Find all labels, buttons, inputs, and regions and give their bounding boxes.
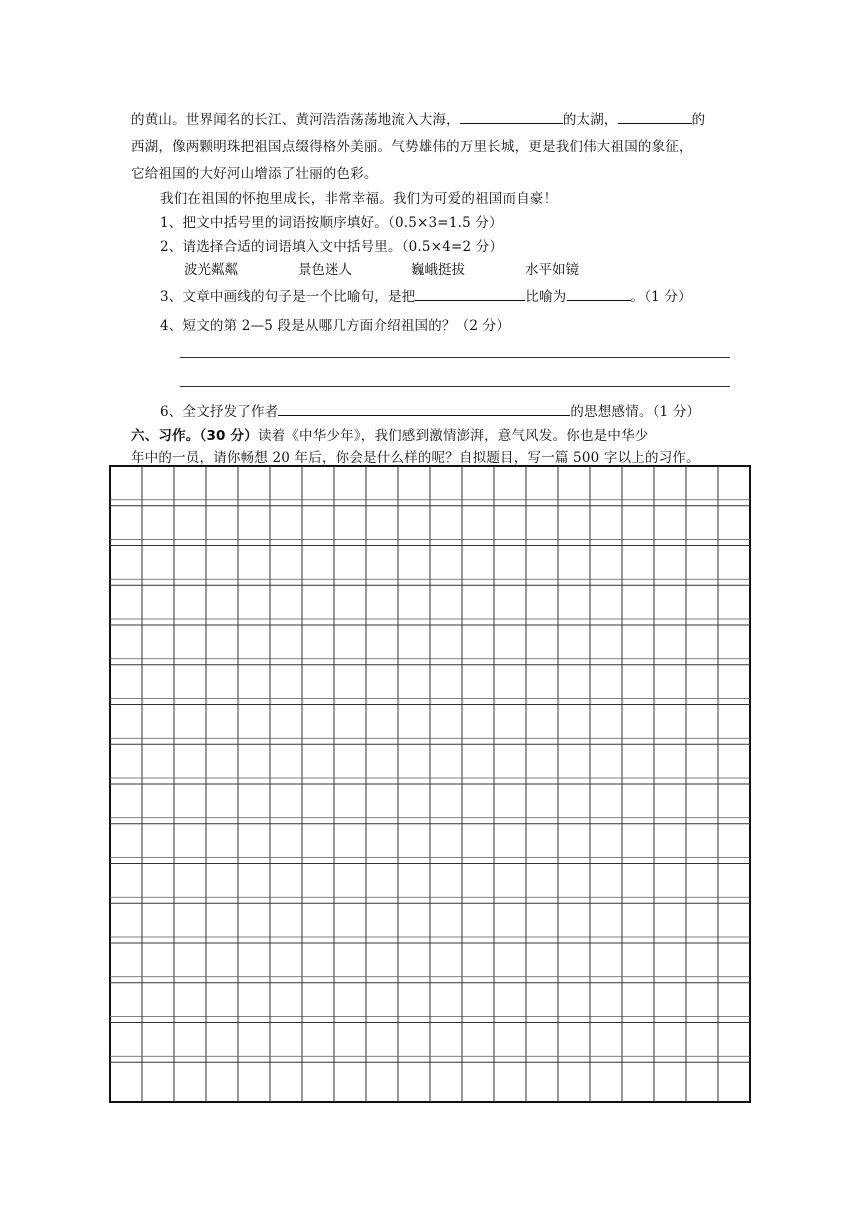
section-six-line-1	[131, 424, 729, 444]
fill-blank-3[interactable]	[415, 286, 525, 301]
section-six-points: （30 分）	[199, 428, 258, 444]
passage-line-3: 它给祖国的大好河山增添了壮丽的色彩。	[131, 166, 378, 182]
fill-blank-1[interactable]	[460, 109, 563, 124]
question-2: 2、请选择合适的词语填入文中括号里。（0.5×4=2 分）	[160, 239, 504, 255]
word-option: 水平如镜	[525, 262, 579, 278]
answer-line-1[interactable]	[180, 357, 730, 358]
section-six-line-2: 年中的一员，请你畅想 20 年后，你会是什么样的呢？自拟题目，写一篇 500 字以上的习作。	[131, 450, 700, 466]
question-4: 4、短文的第 2—5 段是从哪几方面介绍祖国的？（2 分）	[160, 318, 511, 334]
answer-line-2[interactable]	[180, 386, 730, 387]
fill-blank-5[interactable]	[278, 401, 570, 416]
passage-line-2: 西湖，像两颗明珠把祖国点缀得格外美丽。气势雄伟的万里长城，更是我们伟大祖国的象征，	[131, 139, 693, 155]
question-3: 3、文章中画线的句子是一个比喻句，是把 比喻为 。（1 分）	[160, 285, 758, 305]
fill-blank-4[interactable]	[567, 286, 631, 301]
passage-line-4: 我们在祖国的怀抱里成长，非常幸福。我们为可爱的祖国而自豪！	[160, 191, 558, 207]
fill-blank-2[interactable]	[618, 109, 692, 124]
section-six-heading: 六、习作。	[131, 428, 200, 444]
section-six-prompt: 读着《中华少年》，我们感到激情澎湃，意气风发。你也是中华少	[257, 428, 649, 444]
word-option: 巍峨挺拔	[411, 262, 465, 278]
question-6: 6、全文抒发了作者 的思想感情。（1 分）	[160, 400, 758, 420]
passage-line-1: 的黄山。世界闻名的长江、黄河浩浩荡荡地流入大海， 的太湖， 的	[131, 108, 729, 128]
word-option: 景色迷人	[298, 262, 352, 278]
word-option: 波光粼粼	[184, 262, 238, 278]
grid-border	[110, 466, 750, 1102]
question-1: 1、把文中括号里的词语按顺序填好。（0.5×3=1.5 分）	[160, 215, 503, 231]
